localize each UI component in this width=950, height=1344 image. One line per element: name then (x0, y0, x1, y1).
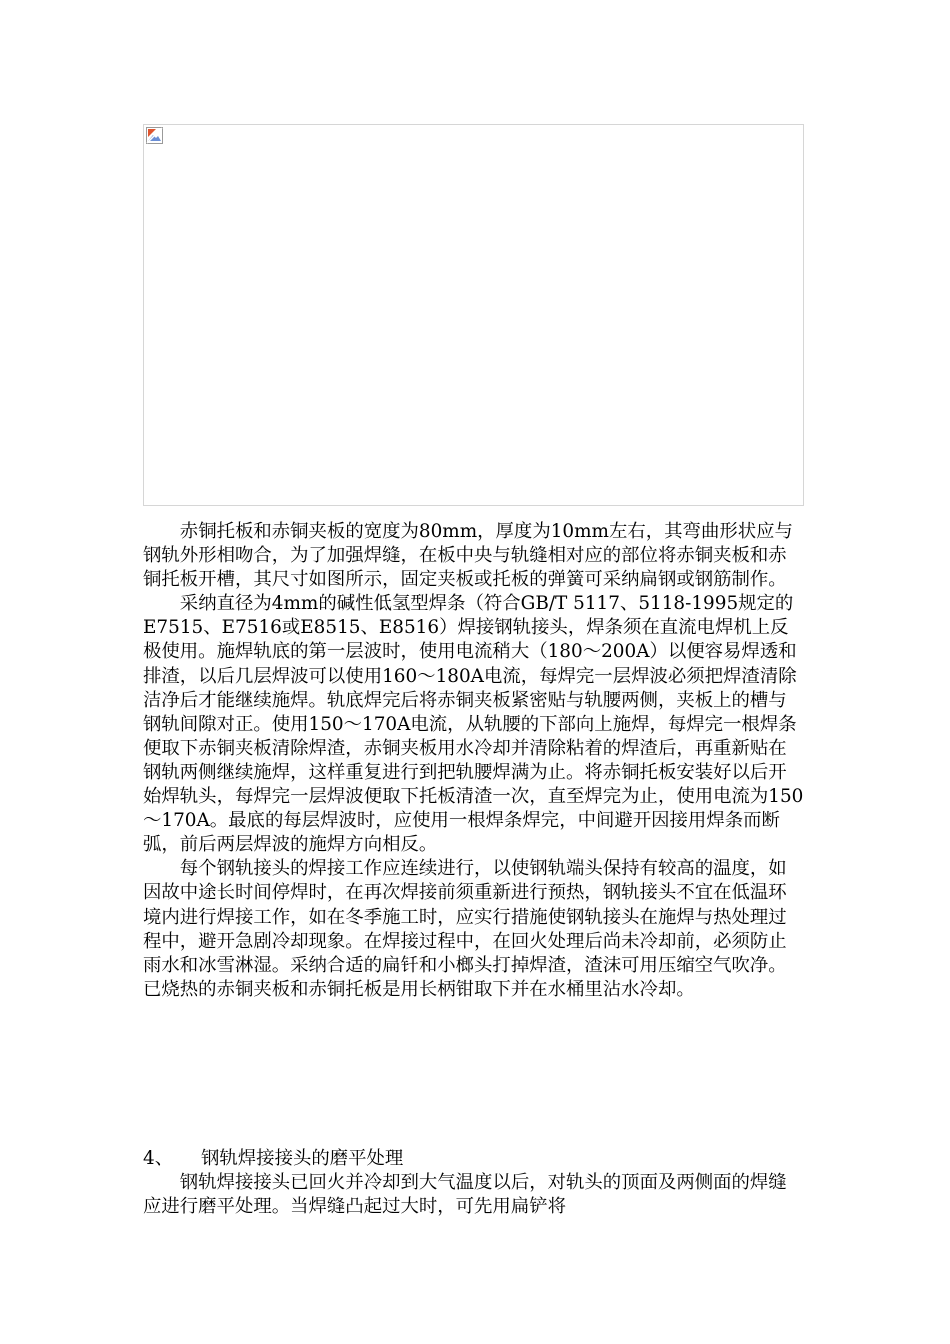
body-text (143, 520, 805, 1002)
paragraph-1: 赤铜托板和赤铜夹板的宽度为80mm，厚度为10mm左右，其弯曲形状应与钢轨外形相吻合，为了加强焊缝，在板中央与轨缝相对应的部位将赤铜夹板和赤铜托板开槽，其尺寸如图所示，固定夹板或托板的弹簧可采纳扁钢或钢筋制作。 (143, 521, 793, 591)
broken-image-icon (146, 127, 163, 144)
figure-placeholder (143, 124, 804, 506)
paragraph-2: 采纳直径为4mm的碱性低氢型焊条（符合GB/T 5117、5118-1995规定的E7515、E7516或E8515、E8516）焊接钢轨接头，焊条须在直流电焊机上反极使用。施焊轨底的第一层波时，使用电流稍大（180～200A）以便容易焊透和排渣，以后几层焊波可以使用160～180A电流，每焊完一层焊波必须把焊渣清除洁净后才能继续施焊。轨底焊完后将赤铜夹板紧密贴与轨腰两侧，夹板上的槽与钢轨间隙对正。使用150～170A电流，从轨腰的下部向上施焊，每焊完一根焊条便取下赤铜夹板清除焊渣，赤铜夹板用水冷却并清除粘着的焊渣后，再重新贴在钢轨两侧继续施焊，这样重复进行到把轨腰焊满为止。将赤铜托板安装好以后开始焊轨头，每焊完一层焊波便取下托板清渣一次，直至焊完为止，使用电流为150～170A。最底的每层焊波时，应使用一根焊条焊完，中间避开因接用焊条而断弧，前后两层焊波的施焊方向相反。 (143, 593, 804, 856)
section-paragraph: 钢轨焊接接头已回火并冷却到大气温度以后，对轨头的顶面及两侧面的焊缝应进行磨平处理。当焊缝凸起过大时，可先用扁铲将 (143, 1172, 787, 1218)
section-title: 钢轨焊接接头的磨平处理 (201, 1148, 404, 1169)
paragraph-3: 每个钢轨接头的焊接工作应连续进行，以使钢轨端头保持有较高的温度，如因故中途长时间停焊时，在再次焊接前须重新进行预热，钢轨接头不宜在低温环境内进行焊接工作，如在冬季施工时，应实行措施使钢轨接头在施焊与热处理过程中，避开急剧冷却现象。在焊接过程中，在回火处理后尚未冷却前，必须防止雨水和冰雪淋湿。采纳合适的扁钎和小榔头打掉焊渣，渣沫可用压缩空气吹净。已烧热的赤铜夹板和赤铜托板是用长柄钳取下并在水桶里沾水冷却。 (143, 858, 787, 1000)
section-body (143, 1171, 805, 1219)
section-heading (143, 1147, 403, 1171)
section-number: 4、 (143, 1148, 174, 1169)
